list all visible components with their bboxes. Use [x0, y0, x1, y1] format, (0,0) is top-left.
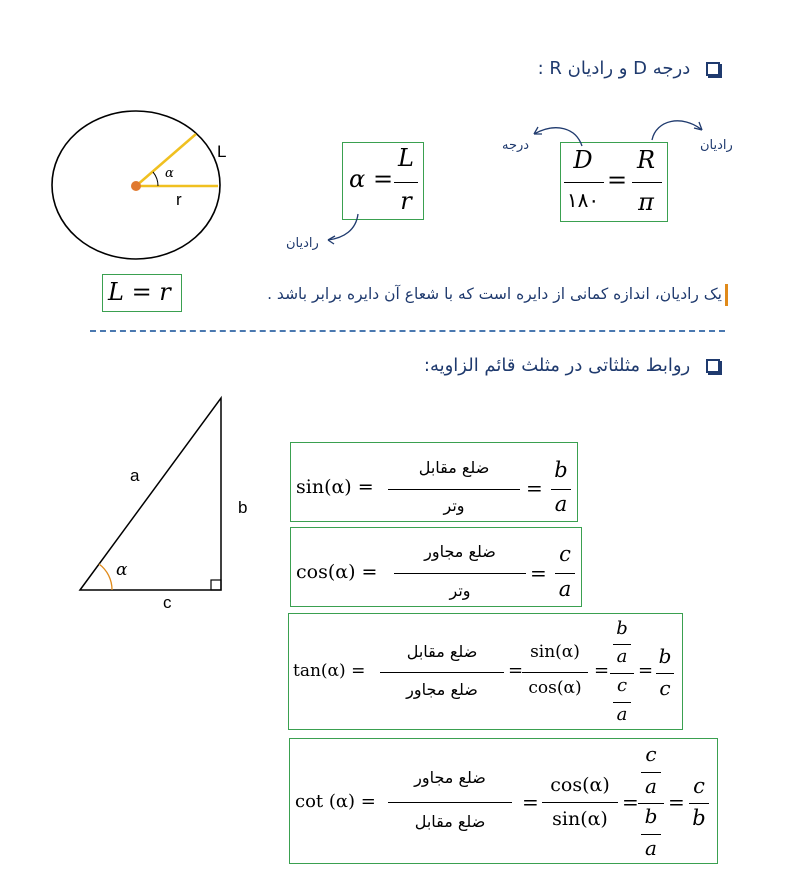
cot-n-top: c	[645, 742, 657, 766]
tan-d-top: c	[616, 675, 628, 696]
tan-num2: sin(α)	[530, 642, 580, 662]
cot-d-bar	[641, 834, 661, 835]
cot-den2: sin(α)	[552, 808, 608, 830]
sin-num-fa: ضلع مقابل	[418, 458, 490, 477]
cot-eq1: =	[522, 790, 539, 814]
section2-heading	[424, 355, 720, 376]
label-b: b	[238, 498, 248, 517]
label-a: a	[130, 466, 140, 485]
cot-lhs: cot (α) =	[295, 791, 376, 812]
tan-n-top: b	[616, 618, 628, 639]
radian-definition-text: یک رادیان، اندازه کمانی از دایره است که با شعاع آن دایره برابر باشد .	[267, 285, 722, 303]
ratio-num2: R	[636, 146, 656, 174]
alpha-num: L	[398, 144, 414, 172]
ratio-note-right: رادیان	[700, 138, 733, 153]
cot-d-top: b	[644, 804, 658, 828]
cos-result-bar	[555, 573, 575, 574]
section2-heading-text: روابط مثلثاتی در مثلث قائم الزاویه:	[423, 355, 691, 376]
sin-result-bar	[551, 489, 571, 490]
cot-eq2: =	[622, 790, 639, 814]
cot-num: c	[693, 774, 705, 798]
tan-eq1: =	[508, 660, 524, 681]
cot-den-fa: ضلع مقابل	[414, 812, 486, 831]
tan-n-bot: a	[616, 646, 628, 667]
label-alpha-triangle: α	[116, 560, 128, 580]
cos-num: c	[559, 542, 571, 566]
tan-result-bar	[656, 673, 674, 674]
tan-fraction-bar-2	[522, 672, 588, 673]
cot-num2: cos(α)	[550, 774, 610, 796]
ratio-den2: π	[638, 188, 654, 216]
angle-alpha-arc	[99, 564, 112, 590]
tan-main-bar	[610, 673, 634, 674]
cos-den: a	[558, 577, 572, 601]
alpha-eq: =	[373, 165, 394, 193]
tan-n-bar	[613, 644, 631, 645]
right-angle-marker	[211, 580, 221, 590]
tan-fraction-bar	[380, 672, 504, 673]
tan-eq2: =	[594, 660, 610, 681]
angle-arc	[153, 172, 158, 186]
label-alpha-circle: α	[165, 166, 174, 181]
cot-fraction-bar	[388, 802, 512, 803]
label-L: L	[217, 142, 227, 161]
cot-fraction-bar-2	[542, 802, 618, 803]
cot-n-bar	[641, 772, 661, 773]
tan-num-fa: ضلع مقابل	[406, 642, 478, 661]
section1-heading-text: درجه D و رادیان R :	[537, 58, 691, 79]
cos-num-fa: ضلع مجاور	[424, 542, 496, 561]
tan-num: b	[658, 644, 672, 668]
section-divider	[90, 330, 725, 332]
tan-den2: cos(α)	[528, 678, 582, 698]
sin-den: a	[554, 492, 568, 516]
sin-fraction-bar	[388, 489, 520, 490]
triangle	[80, 398, 221, 590]
alpha-note: رادیان	[286, 236, 319, 251]
cot-den: b	[692, 806, 706, 830]
cos-eq: =	[530, 561, 547, 585]
sin-eq: =	[526, 476, 543, 500]
ratio-num1: D	[573, 146, 593, 174]
cos-lhs: cos(α) =	[296, 561, 378, 583]
alpha-lhs: α	[349, 165, 366, 193]
right-triangle-diagram	[70, 390, 240, 605]
label-c: c	[163, 593, 172, 612]
checkbox-icon	[706, 359, 720, 373]
cot-eq3: =	[668, 790, 685, 814]
tan-lhs: tan(α) =	[293, 661, 366, 681]
checkbox-icon	[706, 62, 720, 76]
tan-d-bot: a	[616, 704, 628, 725]
L-eq-r-formula: L = r	[108, 278, 171, 306]
tan-den: c	[659, 676, 671, 700]
arrow-alpha-note-icon	[318, 212, 368, 247]
cot-result-bar	[689, 803, 709, 804]
arrow-degree-note-icon	[528, 120, 588, 150]
orange-marker	[725, 284, 728, 306]
cot-num-fa: ضلع مجاور	[414, 768, 486, 787]
sin-num: b	[554, 458, 568, 482]
sin-lhs: sin(α) =	[296, 476, 374, 498]
alpha-fraction-bar	[394, 182, 418, 183]
ratio-fraction-bar-1	[564, 182, 604, 183]
ratio-eq: =	[607, 166, 628, 194]
circle-diagram	[50, 110, 250, 270]
alpha-den: r	[400, 187, 412, 215]
cot-d-bot: a	[645, 836, 657, 860]
ratio-fraction-bar-2	[632, 182, 662, 183]
ratio-den1: ۱۸۰	[566, 188, 600, 212]
tan-eq3: =	[638, 660, 654, 681]
tan-d-bar	[613, 702, 631, 703]
sin-den-fa: وتر	[443, 496, 465, 515]
label-r: r	[176, 190, 182, 209]
section1-heading	[538, 58, 720, 79]
cos-fraction-bar	[394, 573, 526, 574]
cos-den-fa: وتر	[449, 581, 471, 600]
ratio-note-left: درجه	[502, 138, 530, 153]
center-dot	[131, 181, 141, 191]
tan-den-fa: ضلع مجاور	[406, 680, 478, 699]
cot-n-bot: a	[645, 774, 657, 798]
